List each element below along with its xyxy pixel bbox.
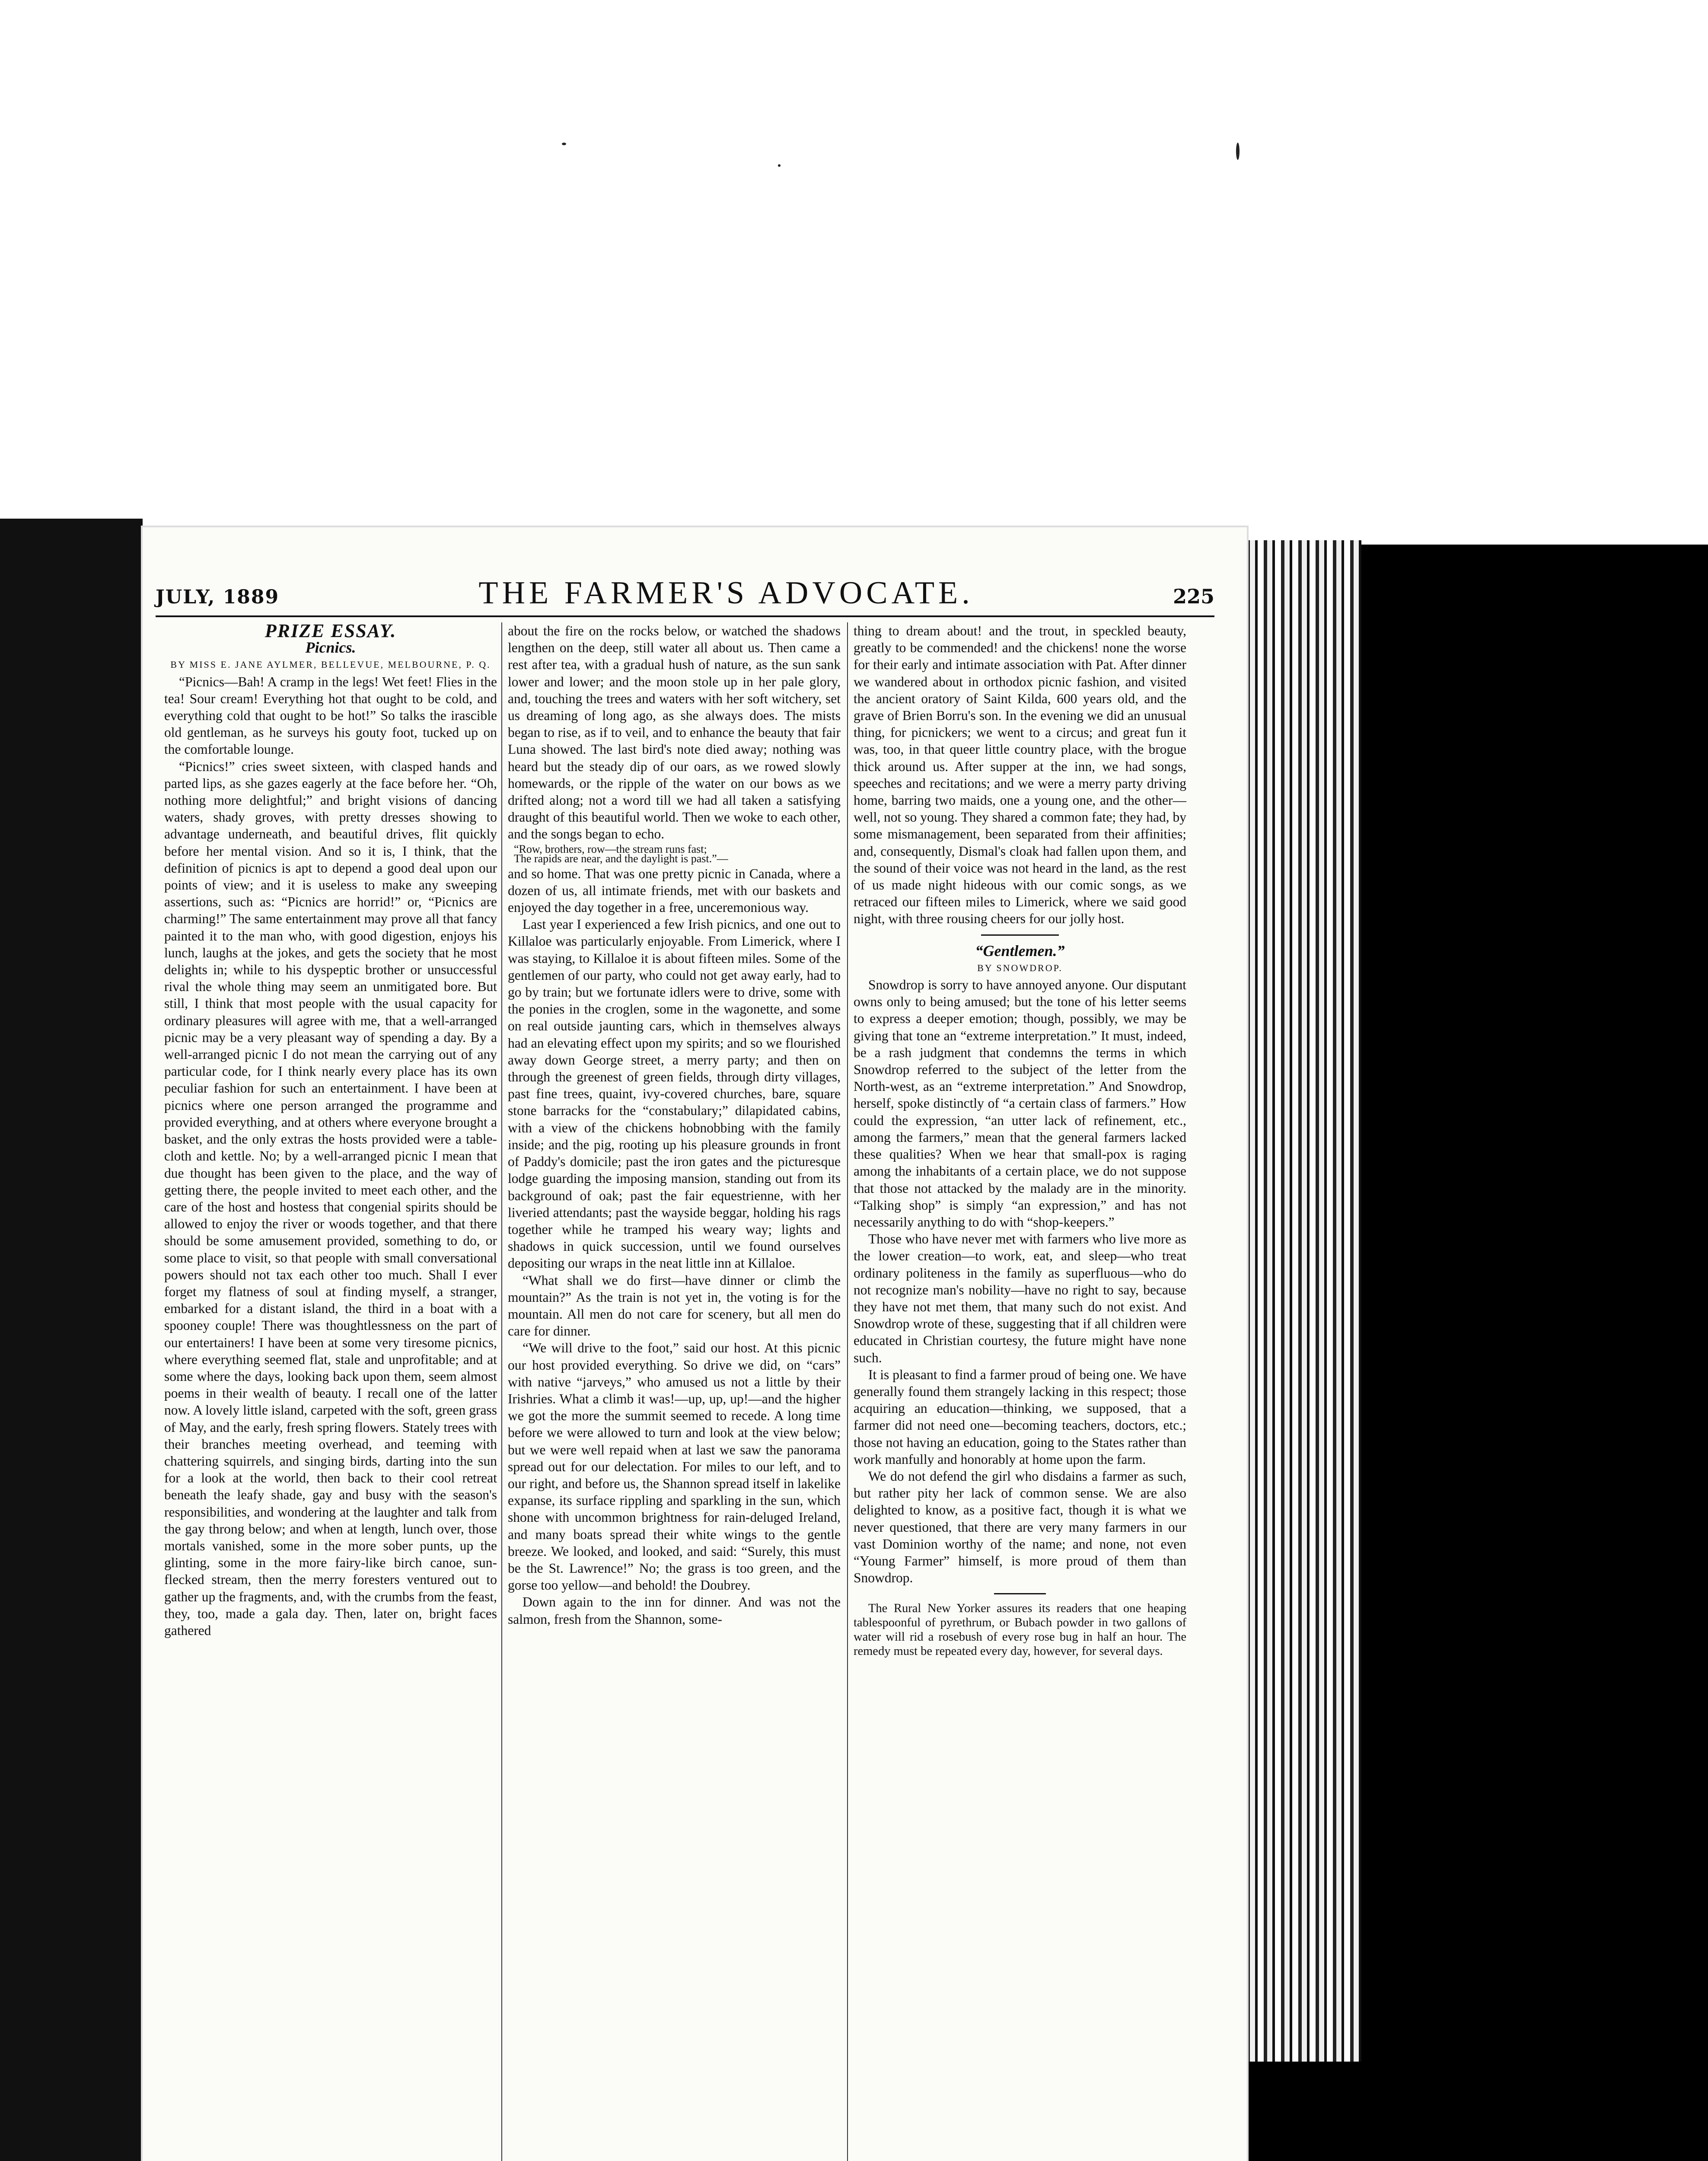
essay-paragraph: thing to dream about! and the trout, in speckled beauty, greatly to be commended! and the chickens! none the worse for their early and intimate association with Pat. After dinner we wandered about in orthodox picnic fashion, and visited the ancient oratory of Saint Kilda, 600 years old, and the grave of Brien Borru's son. In the evening we did an unusual thing, for picnickers; we went to a circus; and great fun it was, too, in that queer little country place, with the brogue thick around us. After supper at the inn, we had songs, speeches and recitations; and we were a merry party driving home, barring two maids, one a young one, and the other—well, not so young. They shared a common fate; they had, by some mismanagement, been separated from their affinities; and, consequently, Dismal's cloak had fallen upon them, and the sound of their voice was not heard in the land, as the rest of us made night hideous with our comic songs, as we retraced our fifteen miles to Limerick, where we said good night, with three rousing cheers for our jolly host. (854, 623, 1186, 927)
binding-shadow (0, 519, 143, 2161)
essay-paragraph: and so home. That was one pretty picnic in Canada, where a dozen of us, all intimate friends, met with our baskets and enjoyed the day together in a free, unceremonious way. (508, 866, 841, 915)
scan-speck (778, 164, 781, 167)
essay-paragraph: “Picnics!” cries sweet sixteen, with clasped hands and parted lips, as she gazes eagerly at the face before her. “Oh, nothing more delightful;” and bright visions of dancing waters, shady groves, with pretty dresses showing to advantage underneath, and beautiful drives, flit quickly before her mental vision. And so it is, I think, that the definition of picnics is apt to depend a good deal upon our points of view; and it is useless to make any sweeping assertions, such as: “Picnics are horrid!” or, “Picnics are charming!” The same entertainment may prove all that fancy painted it to the man who, with good digestion, enjoys his lunch, laughs at the jokes, and gets the society that he most delights in; while to his dyspeptic brother or unsuccessful rival the whole thing may seem an unmitigated bore. But still, I think that most people with the usual capacity for ordinary pleasures will agree with me, that a well-arranged picnic may be a very pleasant way of spending a day. By a well-arranged picnic I do not mean the carrying out of any particular code, for I think nearly every place has its own peculiar fashion for such an entertainment. I have been at picnics where one person arranged the programme and provided everything, and at others where everyone brought a basket, and the only extras the hosts provided were a table-cloth and kettle. No; by a well-arranged picnic I mean that due thought has been given to the place, and the way of getting there, the people invited to meet each other, and the care of the host and hostess that congenial spirits should be allowed to enjoy the river or woods together, and that there should be some amusement provided, something to do, or some place to visit, so that people with small conversational powers should not tax each other too much. Shall I ever forget my flatness of soul at finding myself, a stranger, embarked for a distant island, the third in a boat with a spooney couple! There was thoughtlessness on the part of our entertainers! I have been at some very tiresome picnics, where everything seemed flat, stale and unprofitable; and at some where the days, looking back upon them, seem almost poems in their wealth of beauty. I recall one of the latter now. A lovely little island, carpeted with the soft, green grass of May, and the early, fresh spring flowers. Stately trees with their branches meeting overhead, and teeming with chattering squirrels, and singing birds, darting into the sun for a look at the world, then back to their cool retreat beneath the leafy shade, gay and busy with the season's responsibilities, and wondering at the laughter and talk from the gay throng below; and when at length, lunch over, those mortals vanished, some in the more sober punts, up the glinting, some in the more fairy-like birch canoe, sun-flecked stream, then the merry foresters ventured out to gather up the fragments, and, with the crumbs from the feast, they, too, made a gala day. Then, later on, bright faces gathered (164, 759, 497, 1638)
article-paragraph: We do not defend the girl who disdains a farmer as such, but rather pity her lack of common sense. We are also delighted to know, as a positive fact, though it is what we never questioned, that there are very many farmers in our vast Dominion worthy of the name; and none, not even “Young Farmer” himself, is more proud of them than Snowdrop. (854, 1468, 1186, 1586)
column-divider (847, 622, 848, 2161)
header-rule (156, 615, 1214, 617)
article-paragraph: Snowdrop is sorry to have annoyed anyone. Our disputant owns only to being amused; but the tone of his letter seems to express a deeper emotion; though, possibly, we may be giving that tone an “extreme interpretation.” It must, indeed, be a rash judgment that condemns the terms in which Snowdrop referred to the subject of the letter from the North-west, as an “extreme interpretation.” And Snowdrop, herself, spoke distinctly of “a certain class of farmers.” How could the expression, “an utter lack of refinement, etc., among the farmers,” mean that the general farmers lacked these qualities? When we hear that small-pox is raging among the inhabitants of a certain place, we do not suppose that those not attacked by the malady are in the minority. “Talking shop” is simply “an expression,” and has not necessarily anything to do with “shop-keepers.” (854, 977, 1186, 1230)
column-1 (164, 622, 497, 1639)
book-page-edges (1240, 540, 1361, 2062)
issue-date: JULY, 1889 (156, 586, 280, 608)
essay-paragraph: “Picnics—Bah! A cramp in the legs! Wet feet! Flies in the tea! Sour cream! Everything hot that ought to be cold, and everything cold that ought to be hot!” So talks the irascible old gentleman, as he surveys his gouty foot, tucked up on the comfortable lounge. (164, 674, 497, 757)
essay-title: Picnics. (305, 639, 356, 657)
verse-line: The rapids are near, and the daylight is past.”— (514, 852, 728, 865)
page-number: 225 (1173, 585, 1214, 608)
section-rule (981, 934, 1059, 936)
scan-speck (562, 143, 566, 145)
newspaper-page (143, 527, 1247, 2161)
essay-kicker: PRIZE ESSAY. (264, 620, 397, 641)
rural-note-paragraph: The Rural New Yorker assures its readers that one heaping tablespoonful of pyrethrum, or Bubach powder in two gallons of water will rid a rosebush of every rose bug in half an hour. The remedy must be repeated every day, however, for several days. (854, 1602, 1186, 1658)
section-rule (994, 1593, 1046, 1594)
verse-line: “Row, brothers, row—the stream runs fast; (514, 842, 707, 855)
essay-paragraph: “We will drive to the foot,” said our host. At this picnic our host provided everything. So drive we did, on “cars” with native “jarveys,” who amused us not a little by their Irishries. What a climb it was!—up, up, up!—and the higher we got the more the summit seemed to recede. A long time before we were allowed to turn and look at the view below; but we were well repaid when at last we saw the panorama spread out for our delectation. For miles to our left, and to our right, and before us, the Shannon spread itself in lakelike expanse, its surface rippling and sparkling in the sun, which shone with uncommon brightness for rain-deluged Ireland, and many boats spread their white wings to the gentle breeze. We looked, and looked, and said: “Surely, this must be the St. Lawrence!” No; the grass is too green, and the gorse too yellow—and behold! the Doubrey. (508, 1340, 841, 1593)
bleed-through-page (0, 0, 1444, 510)
article-paragraph: Those who have never met with farmers who live more as the lower creation—to work, eat, and sleep—who treat ordinary politeness in the family as superfluous—who do not recognize man's nobility—have no right to say, because they have not met them, that many such do not exist. And Snowdrop wrote of these, suggesting that if all children were educated in Christian courtesy, the future might have none such. (854, 1231, 1186, 1365)
page-header (156, 575, 1214, 614)
column-3 (854, 622, 1186, 1658)
article-byline: BY SNOWDROP. (977, 962, 1063, 973)
essay-paragraph: “What shall we do first—have dinner or climb the mountain?” As the train is not yet in, the voting is for the mountain. All men do not care for scenery, but all men do care for dinner. (508, 1272, 841, 1339)
scan-background-page (0, 0, 1708, 545)
column-2 (508, 622, 841, 1628)
article-title: “Gentlemen.” (975, 942, 1065, 959)
masthead-title: THE FARMER'S ADVOCATE. (478, 575, 974, 611)
essay-paragraph: Last year I experienced a few Irish picnics, and one out to Killaloe was particularly enjoyable. From Limerick, where I was staying, to Killaloe it is about fifteen miles. Some of the gentlemen of our party, who could not get away early, had to go by train; but we fortunate idlers were to drive, some with the ponies in the croglen, some in the wagonette, and some on real outside jaunting cars, which in themselves always had an elevating effect upon my spirits; and so we flourished away down George street, a merry party; and then on through the greenest of green fields, through dirty villages, past fine trees, quaint, ivy-covered churches, bare, square stone barracks for the “constabulary;” dilapidated cabins, with a view of the chickens hobnobbing with the family inside; and the pig, rooting up his pleasure grounds in front of Paddy's domicile; past the iron gates and the picturesque lodge guarding the imposing mansion, standing out from its background of oak; past the fair equestrienne, with her liveried attendants; past the wayside beggar, holding his rags together while he tramped his weary way; lights and shadows in quick succession, until we found ourselves depositing our wraps in the neat little inn at Killaloe. (508, 917, 841, 1271)
article-paragraph: It is pleasant to find a farmer proud of being one. We have generally found them strangely lacking in this respect; those acquiring an education—thinking, we supposed, that a farmer did not need one—becoming teachers, doctors, etc.; those not having an education, going to the States rather than work manfully and honorably at home upon the farm. (854, 1367, 1186, 1467)
essay-byline: BY MISS E. JANE AYLMER, BELLEVUE, MELBOURNE, P. Q. (170, 659, 491, 670)
scan-speck (1236, 143, 1240, 160)
essay-paragraph: Down again to the inn for dinner. And was not the salmon, fresh from the Shannon, some- (508, 1594, 841, 1627)
essay-paragraph: about the fire on the rocks below, or watched the shadows lengthen on the deep, still water all about us. Then came a rest after tea, with a gradual hush of nature, as the sun sank lower and lower; and the moon stole up in her pale glory, and, touching the trees and waters with her soft witchery, set us dreaming of long ago, as she always does. The mists began to rise, as if to veil, and to enhance the beauty that fair Luna showed. The last bird's note died away; nothing was heard but the steady dip of our oars, as we rowed slowly homewards, or the ripple of the water on our bows as we drifted along; not a word till we had all taken a satisfying draught of this beautiful world. Then we woke to each other, and the songs began to echo. (508, 623, 841, 842)
column-divider (501, 622, 502, 2161)
